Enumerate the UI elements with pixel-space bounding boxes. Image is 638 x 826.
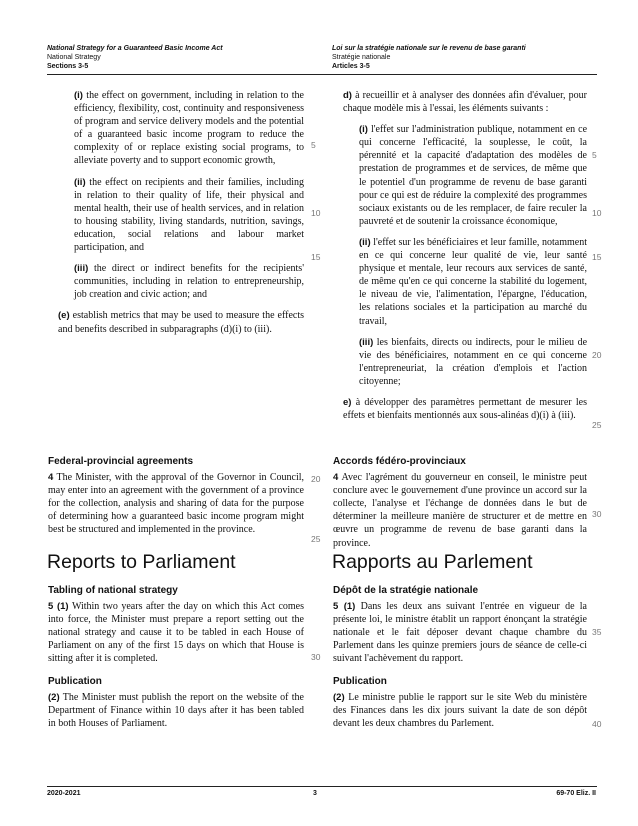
header-sections: Sections 3-5 (47, 63, 89, 70)
line-number: 10 (311, 208, 321, 218)
header-act-title: Loi sur la stratégie nationale sur le revenu de base garanti (332, 45, 526, 52)
section-4-text: 4 Avec l'agrément du gouverneur en conseil, le ministre peut conclure avec le gouvernement d'une province un accord sur la collecte, l'analyse et l'échange de données dans le but de déterminer la meilleure manière de structurer et de mettre en œuvre un programme de revenu de base garanti dans la province. (333, 472, 587, 549)
line-number: 15 (311, 252, 321, 262)
section-5-1-fr (333, 584, 587, 666)
header-rule (47, 74, 597, 75)
section-4-text: 4 The Minister, with the approval of the Governor in Council, may enter into an agreement with the government of a province for the collection, analysis and sharing of data for the purpose of determining how a guaranteed basic income program might best be structured and implemented in the province. (48, 472, 305, 536)
line-number: 35 (592, 627, 602, 637)
line-number: 15 (592, 252, 602, 262)
heading-reports-fr: Rapports au Parlement (332, 551, 533, 573)
alinea-e: e) à développer des paramètres permettant de mesurer les effets et bienfaits mentionnés aux sous-alinéas d)(i) à (iii). (343, 396, 587, 422)
section-5-1-en (48, 584, 304, 666)
marginal-note: Tabling of national strategy (48, 585, 178, 596)
marginal-note: Dépôt de la stratégie nationale (333, 585, 479, 596)
footer-rule (47, 786, 597, 787)
line-number: 10 (592, 208, 602, 218)
marginal-note: Federal-provincial agreements (48, 456, 194, 467)
line-number: 20 (592, 350, 602, 360)
running-header-fr (332, 44, 526, 71)
footer-regnal-year: 69-70 Eliz. II (556, 790, 596, 797)
paragraph-e: (e) establish metrics that may be used to measure the effects and benefits described in subparagraphs (d)(i) to (iii). (58, 310, 305, 335)
footer-session: 2020-2021 (47, 790, 81, 797)
english-subparagraphs (48, 89, 304, 336)
section-5-1-text: 5 (1) Within two years after the day on which this Act comes into force, the Minister must prepare a report setting out the national strategy and cause it to be tabled in each House of Parliament on any of the first 15 days on which that House is sitting after it is completed. (48, 601, 304, 665)
sous-alinea-iii: (iii) les bienfaits, directs ou indirects, pour le milieu de vie des bénéficiaires, notamment en ce qui concerne l'entrepreneuriat, la création d'emplois et l'action citoyenne; (359, 336, 588, 387)
footer-page-number: 3 (313, 790, 317, 797)
section-5-2-text: (2) The Minister must publish the report on the website of the Department of Finance within 10 days after it has been tabled in both Houses of Parliament. (48, 692, 304, 730)
sous-alinea-i: (i) l'effet sur l'administration publique, notamment en ce qui concerne l'efficacité, la souplesse, le coût, la pérennité et la capacité d'adaptation des modèles de prestation de programmes et de services, de même que le potentiel d'un programme de revenu de base garanti pour ce qui est de réduire la complexité des programmes sociaux existants ou de les remplacer, de faire reculer la pauvreté et de soutenir la croissance économique, (359, 124, 588, 227)
section-4-fr (333, 455, 587, 550)
section-4-en (48, 455, 304, 537)
heading-reports-en: Reports to Parliament (47, 551, 236, 573)
alinea-d: d) à recueillir et à analyser des données afin d'évaluer, pour chaque modèle mis à l'essai, les éléments suivants : (343, 90, 587, 115)
line-number: 30 (311, 652, 321, 662)
section-5-2-fr (333, 675, 587, 730)
marginal-note: Accords fédéro-provinciaux (333, 456, 466, 467)
subparagraph-iii: (iii) the direct or indirect benefits for the recipients' communities, including in relation to entrepreneurship, job creation and civic action; and (74, 263, 305, 301)
line-number: 25 (592, 420, 602, 430)
french-subparagraphs (333, 89, 587, 422)
section-5-1-text: 5 (1) Dans les deux ans suivant l'entrée en vigueur de la présente loi, le ministre établit un rapport énonçant la stratégie nationale et le fait déposer devant chaque chambre du Parlement dans les quinze premiers jours de séance de celle-ci suivant l'achèvement du rapport. (333, 601, 587, 665)
running-header-en (47, 44, 223, 71)
header-part: National Strategy (47, 54, 101, 61)
subparagraph-i: (i) the effect on government, including in relation to the efficiency, flexibility, cost, continuity and responsiveness of program and service delivery models and the potential of a guaranteed basic income program to reduce the complexity of or replace existing social programs, to alleviate poverty and to support economic growth, (74, 90, 304, 167)
header-sections: Articles 3-5 (332, 63, 370, 70)
section-5-2-text: (2) Le ministre publie le rapport sur le site Web du ministère des Finances dans les dix jours suivant la date de son dépôt devant les deux chambres du Parlement. (333, 692, 587, 730)
line-number: 5 (311, 140, 316, 150)
section-5-2-en (48, 675, 304, 730)
sous-alinea-ii: (ii) l'effet sur les bénéficiaires et leur famille, notamment en ce qui concerne leur qualité de vie, leur santé physique et mentale, leur recours aux services de santé, de même qu'en ce qui concerne la stabilité du logement, le niveau de vie, l'alimentation, l'épargne, l'éducation, les relations sociales et la participation au marché du travail, (359, 236, 588, 327)
line-number: 30 (592, 509, 602, 519)
line-number: 25 (311, 534, 321, 544)
marginal-note: Publication (48, 676, 102, 687)
line-number: 5 (592, 150, 597, 160)
subparagraph-ii: (ii) the effect on recipients and their families, including in relation to their quality of life, their physical and mental health, their use of health services, and in relation to housing stability, living standards, nutrition, savings, education, social relations and labour market participation, and (74, 176, 304, 254)
marginal-note: Publication (333, 676, 387, 687)
line-number: 20 (311, 474, 321, 484)
line-number: 40 (592, 719, 602, 729)
header-act-title: National Strategy for a Guaranteed Basic Income Act (47, 45, 223, 52)
header-part: Stratégie nationale (332, 54, 391, 61)
